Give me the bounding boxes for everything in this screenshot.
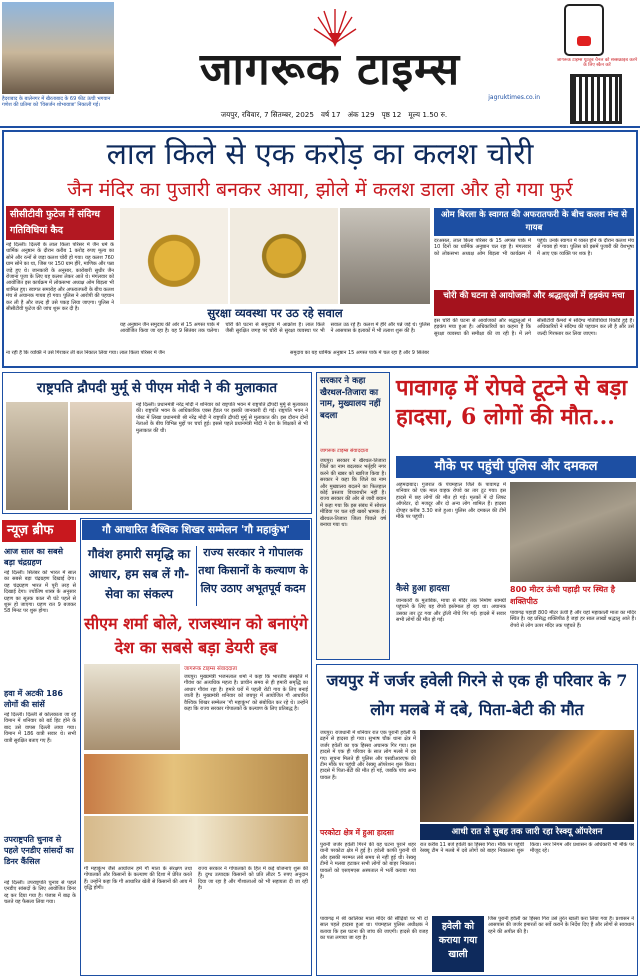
masthead-rule bbox=[0, 126, 640, 128]
mahakumbh-main-heading: सीएम शर्मा बोले, राजस्थान को बनाएंगे देश का सबसे बड़ा डेयरी हब bbox=[84, 614, 308, 657]
phone-mockup bbox=[564, 4, 604, 56]
president-body: नई दिल्ली। प्रधानमंत्री नरेंद्र मोदी ने शनिवार को राष्ट्रपति भवन में राष्ट्रपति द्रौपदी मुर्मू से मुलाकात की। राष्ट्रपति भवन के आधिकारिक एक्स हैंडल पर इसकी जानकारी दी गई। राष्ट्रपति भवन ने पोस्ट में लिखा प्रधानमंत्री श्री नरेंद्र मोदी ने राष्ट्रपति द्रौपदी मुर्मू से मुलाकात की। इस दौरान दोनों नेताओं के बीच विभिन्न मुद्दों पर चर्चा हुई। इससे पहले प्रधानमंत्री मोदी ने देश के शिक्षकों से भी मुलाकात की थी। bbox=[136, 402, 308, 434]
lead-foot-right: समुदाय का यह धार्मिक अनुष्ठान 15 अगस्त पार्क में चल रहा है और 9 सितंबर bbox=[290, 350, 430, 356]
govt-body: जयपुर। सरकार ने खैरथल-तिजारा जिले का नाम बदलकर भर्तृहरि नगर करने की खबर को खारिज किया है। सरकार ने कहा कि जिले का नाम और मुख्यालय बदलने का फिलहाल कोई प्रस्ताव विचाराधीन नहीं है। राज्य सरकार की ओर से जारी बयान में कहा गया कि इस संबंध में सोशल मीडिया पर चल रही खबरें भ्रामक हैं। खैरथल-तिजारा जिला पिछले वर्ष बनाया गया था। bbox=[320, 458, 386, 529]
masthead-dateline bbox=[128, 108, 540, 122]
mahakumbh-divider bbox=[196, 546, 197, 606]
house-body: जिस पुरानी हवेली का हिस्सा गिरा उसे तुरंत खाली करा लिया गया है। प्रशासन ने आसपास की जर्जर इमारतों का सर्वे कराने के निर्देश दिए हैं और लोगों से सावधान रहने की अपील की है। bbox=[488, 916, 634, 935]
rescue-caption: आधी रात से सुबह तक जारी रहा रेस्क्यू ऑपरेशन bbox=[420, 824, 634, 840]
qr-caption: जागरूक टाइम्स यूट्यूब चैनल को सब्सक्राइब करने के लिए स्कैन करें bbox=[556, 58, 638, 69]
dateline-year: वर्ष 17 bbox=[320, 110, 341, 119]
rescue-photo bbox=[420, 730, 634, 822]
theft-heading: चोरी की घटना से आयोजकों और श्रद्धालुओं में हड़कंप मचा bbox=[434, 290, 634, 316]
how-heading: कैसे हुआ हादसा bbox=[396, 584, 450, 594]
mahakumbh-body: जयपुर। मुख्यमंत्री भजनलाल शर्मा ने कहा कि भारतीय संस्कृति में गौवंश का अत्यधिक महत्व है। प्राचीन समय से ही हमारी समृद्धि का आधार गौवंश रहा है। हमारे घरों में पहली रोटी गाय के लिए बनाई जाती है। मुख्यमंत्री शनिवार को जयपुर में आयोजित गौ आधारित वैश्विक शिखर सम्मेलन 'गौ महाकुंभ' को संबोधित कर रहे थे। उन्होंने कहा कि राज्य सरकार गोपालकों के कल्याण के लिए प्रतिबद्ध है। bbox=[184, 674, 308, 713]
parkota-body: पुरानी जर्जर हवेली गिरने की यह घटना पुराने शहर यानी परकोटा क्षेत्र में हुई है। हवेली काफी पुरानी थी और इसकी मरम्मत लंबे समय से नहीं हुई थी। रेस्क्यू टीमों ने मलबा हटाकर सभी लोगों को बाहर निकाला। घायलों को एसएमएस अस्पताल में भर्ती कराया गया है। bbox=[320, 842, 416, 881]
news-brief-label: न्यूज़ ब्रीफ bbox=[2, 520, 76, 542]
brief-3-body: नई दिल्ली। उपराष्ट्रपति चुनाव से पहले एनडीए सांसदों के लिए आयोजित डिनर रद्द कर दिया गया है। पंजाब में बाढ़ के चलते यह फैसला लिया गया। bbox=[4, 880, 76, 906]
lead-headline: लाल किले से एक करोड़ का कलश चोरी bbox=[106, 137, 534, 172]
ropeway-photo bbox=[510, 482, 636, 582]
dateline-pages: पृष्ठ 12 bbox=[381, 110, 402, 119]
youtube-icon bbox=[577, 36, 591, 46]
brief-1-headline: आज साल का सबसे बड़ा चंद्रग्रहण bbox=[4, 547, 63, 567]
govt-byline: जागरूक टाइम्स संवाददाता bbox=[320, 448, 369, 454]
president-photo-2 bbox=[70, 402, 132, 510]
brief-1-body: नई दिल्ली। सितंबर को भारत में साल का सबसे बड़ा चंद्रग्रहण दिखाई देगा। यह चंद्रग्रहण भारत में पूरी तरह से दिखाई देगा। ज्योतिष शास्त्र के अनुसार ग्रहण का सूतक काल नौ घंटे पहले से शुरू हो जाएगा। ग्रहण रात 9 बजकर 58 मिनट पर शुरू होगा। bbox=[4, 570, 76, 615]
hill-body: पावागढ़ पहाड़ी 800 मीटर ऊंची है और यहां महाकाली माता का मंदिर स्थित है। यह प्रसिद्ध शक्तिपीठ है जहां हर साल लाखों श्रद्धालु आते हैं। रोपवे से लोग ऊपर मंदिर तक पहुंचते हैं। bbox=[510, 610, 636, 629]
parkota-heading: परकोटा क्षेत्र में हुआ हादसा bbox=[320, 828, 394, 837]
theft-body: इस चोरी की घटना से आयोजकों और श्रद्धालुओं में हड़कंप मचा हुआ है। अधिकारियों का कहना है कि सुरक्षा व्यवस्था की समीक्षा की जा रही है। में लगे सीसीटीवी कैमरों में संदिग्ध गतिविधियां रिकॉर्ड हुई हैं। अधिकारियों ने संदिग्ध की पहचान कर ली है और उसे जल्दी गिरफ्तार कर लिया जाएगा। bbox=[434, 318, 634, 337]
side-body: पावागढ़ में श्री कालिका माता मंदिर की सीढ़ियों पर भी दो साल पहले हादसा हुआ था। पंचमहाल पुलिस अधीक्षक ने बताया कि इस घटना की जांच की जाएगी। हादसे की वजह का पता लगाया जा रहा है। bbox=[320, 916, 428, 942]
brief-3-headline: उपराष्ट्रपति चुनाव से पहले एनडीए सांसदों का डिनर कैंसिल bbox=[4, 835, 74, 866]
govt-headline: सरकार ने कहा खैरथल-तिजारा का नाम, मुख्यालय नहीं बदला bbox=[320, 376, 381, 421]
how-body: जानकारी के मुताबिक, माचा से मंदिर तक निर्माण सामग्री पहुंचाने के लिए यह रोपवे इस्तेमाल हो रहा था। अचानक उसका तार टूट गया और ट्रॉली नीचे गिर गई। हादसे में सवार सभी लोगों की मौत हो गई। bbox=[396, 598, 506, 624]
mahakumbh-quote-left: गौवंश हमारी समृद्धि का आधार, हम सब लें गौ-सेवा का संकल्प bbox=[87, 547, 191, 601]
dateline-price: मूल्य 1.50 रु. bbox=[408, 110, 448, 119]
masthead-website[interactable]: jagruktimes.co.in bbox=[488, 94, 540, 101]
mahakumbh-headline: गौ आधारित वैश्विक शिखर सम्मेलन 'गौ महाकुंभ' bbox=[82, 520, 310, 540]
ropeway-subhead: मौके पर पहुंची पुलिस और दमकल bbox=[396, 456, 636, 478]
ganesh-photo bbox=[2, 2, 114, 94]
lead-body-mid: यह अनुष्ठान जैन समुदाय की ओर से 15 अगस्त पार्क में आयोजित किया जा रहा है। यह 9 सितंबर तक चलेगा। चोरी की घटना से समुदाय में आक्रोश है। लाल किले जैसी सुरक्षित जगह पर चोरी से सुरक्षा व्यवस्था पर भी सवाल उठ रहे हैं। कलश में हीरे और पन्ने जड़े थे। पुलिस ने आसपास के इलाकों में भी तलाश शुरू की है। bbox=[120, 322, 430, 335]
haveli-body: जयपुर। राजधानी में शनिवार रात एक पुरानी हवेली के ढहने से हादसा हो गया। सुभाष चौक थाना क्षेत्र में जर्जर हवेली का एक हिस्सा अचानक गिर गया। इस हादसे में एक ही परिवार के सात लोग मलबे में दब गए। सूचना मिलते ही पुलिस और एसडीआरएफ की टीम मौके पर पहुंची और रेस्क्यू ऑपरेशन शुरू किया। हादसे में पिता-बेटी की मौत हो गई, जबकि पांच अन्य घायल हैं। bbox=[320, 730, 416, 781]
ropeway-body: अहमदाबाद। गुजरात के पंचमहाल जिले के पावागढ़ में शनिवार को एक माल वाहक रोपवे का तार टूट गया। इस हादसे में छह लोगों की मौत हो गई। मृतकों में दो लिफ्ट ऑपरेटर, दो मजदूर और दो अन्य लोग शामिल हैं। हादसा दोपहर करीब 3.30 बजे हुआ। पुलिस और दमकल की टीमें मौके पर पहुंचीं। bbox=[396, 482, 506, 521]
lead-body-left: नई दिल्ली। दिल्ली के लाल किला परिसर में जैन धर्म के धार्मिक अनुष्ठान के दौरान करीब 1 करोड़ रुपए मूल्य का सोने और रत्नों से जड़ा कलश चोरी हो गया। यह कलश 760 ग्राम सोने का था, जिस पर 150 ग्राम हीरे, माणिक और पन्ना जड़े हुए थे। जानकारी के अनुसार, कारोबारी सुधीर जैन रोजाना पूजा के लिए यह कलश लेकर आते थे। मंगलवार को आयोजित इस कार्यक्रम में लोकसभा अध्यक्ष ओम बिड़ला भी शामिल हुए। स्वागत समारोह और अफरातफरी के बीच कलश मंच से अचानक गायब हो गया। पुलिस ने आरोपी की पहचान कर ली है और जल्द ही उसे पकड़ लिया जाएगा। पुलिस ने सीसीटीवी फुटेज की जांच शुरू कर दी है। bbox=[6, 242, 114, 313]
lead-subhead: जैन मंदिर का पुजारी बनकर आया, झोले में कलश डाला और हो गया फुर्र bbox=[67, 178, 573, 201]
qr-code[interactable] bbox=[570, 74, 622, 124]
mahakumbh-photo-3 bbox=[84, 816, 308, 862]
brief-2-body: नई दिल्ली। दिल्ली से कोलकाता जा रहे विमान में शनिवार को बर्ड हिट होने के बाद उसे वापस दिल्ली लाया गया। विमान में 186 यात्री सवार थे। सभी यात्री सुरक्षित बताए गए हैं। bbox=[4, 712, 76, 744]
president-photo-1 bbox=[6, 402, 68, 510]
om-birla-heading: ओम बिरला के स्वागत की अफरातफरी के बीच कलश मंच से गायब bbox=[434, 208, 634, 236]
security-heading: सुरक्षा व्यवस्था पर उठ रहे सवाल bbox=[207, 306, 343, 320]
mahakumbh-bottom-right: राज्य सरकार ने गोपालकों के हित में कई योजनाएं शुरू की हैं। दुग्ध उत्पादक किसानों को प्रति लीटर 5 रुपए अनुदान दिया जा रहा है और गौशालाओं को भी सहायता दी जा रही है। bbox=[198, 866, 308, 892]
masthead-caption: हैदराबाद के बालेनगर में खैरताबाद के 69 फीट ऊंची भगवान गणेश की प्रतिमा को 'विसर्जन शोभायात्रा' निकाली गई। bbox=[2, 96, 111, 109]
dateline-date: जयपुर, रविवार, 7 सितम्बर, 2025 bbox=[220, 110, 314, 119]
dateline-issue: अंक 129 bbox=[347, 110, 375, 119]
om-birla-body: दरअसल, लाल किला परिसर के 15 अगस्त पार्क में 10 दिनों का धार्मिक अनुष्ठान चल रहा है। मंगलवार को लोकसभा अध्यक्ष ओम बिड़ला भी कार्यक्रम में पहुंचे। उनके स्वागत में व्यस्त होने के दौरान कलश मंच से गायब हो गया। पुलिस को इसमें पुजारी की वेशभूषा में आए एक व्यक्ति पर शक है। bbox=[434, 238, 634, 257]
mahakumbh-photo-1 bbox=[84, 664, 180, 750]
mahakumbh-bottom-left: गौ महाकुंभ जैसे आयोजन हमें गौ माता के संरक्षण तथा गोपालकों और किसानों के कल्याण की दिशा में प्रेरित करते हैं। उन्होंने कहा कि गौ आधारित खेती से किसानों की आय में वृद्धि होगी। bbox=[84, 866, 192, 892]
rescue-body: रात करीब 11 बजे हवेली का हिस्सा गिरा। मौके पर पहुंची रेस्क्यू टीम ने मलबे में दबे लोगों को बाहर निकालना शुरू किया। नगर निगम और प्रशासन के अधिकारी भी मौके पर मौजूद रहे। bbox=[420, 842, 634, 855]
president-headline: राष्ट्रपति द्रौपदी मुर्मू से पीएम मोदी ने की मुलाकात bbox=[36, 380, 278, 396]
kalash-photo-1 bbox=[120, 208, 228, 304]
qr-block[interactable] bbox=[556, 2, 638, 126]
mahakumbh-quote-right: राज्य सरकार ने गोपालक तथा किसानों के कल्याण के लिए उठाए अभूतपूर्व कदम bbox=[198, 546, 308, 595]
masthead-title: जागरूक टाइम्स bbox=[199, 44, 461, 95]
mahakumbh-photo-2 bbox=[84, 754, 308, 814]
lead-foot-left: ना रही है कि व्यक्ति ने उसे गिराकर ली बल निकाल लिया गया। लाल किला परिसर में जैन bbox=[6, 350, 165, 356]
haveli-headline: जयपुर में जर्जर हवेली गिरने से एक ही परिवार के 7 लोग मलबे में दबे, पिता-बेटी की मौत bbox=[326, 671, 628, 719]
brief-2-headline: हवा में अटकी 186 लोगों की सांसें bbox=[4, 689, 63, 709]
mahakumbh-byline: जागरूक टाइम्स संवाददाता bbox=[184, 666, 238, 672]
house-tag: हवेली को कराया गया खाली bbox=[432, 916, 484, 972]
ropeway-headline: पावागढ़ में रोपवे टूटने से बड़ा हादसा, 6 लोगों की मौत... bbox=[396, 375, 628, 430]
kalash-photo-2 bbox=[230, 208, 338, 304]
priest-photo bbox=[340, 208, 430, 304]
cctv-heading: सीसीटीवी फुटेज में संदिग्ध गतिविधियां कैद bbox=[6, 206, 114, 240]
hill-heading: 800 मीटर ऊंची पहाड़ी पर स्थित है शक्तिपीठ bbox=[510, 585, 615, 606]
